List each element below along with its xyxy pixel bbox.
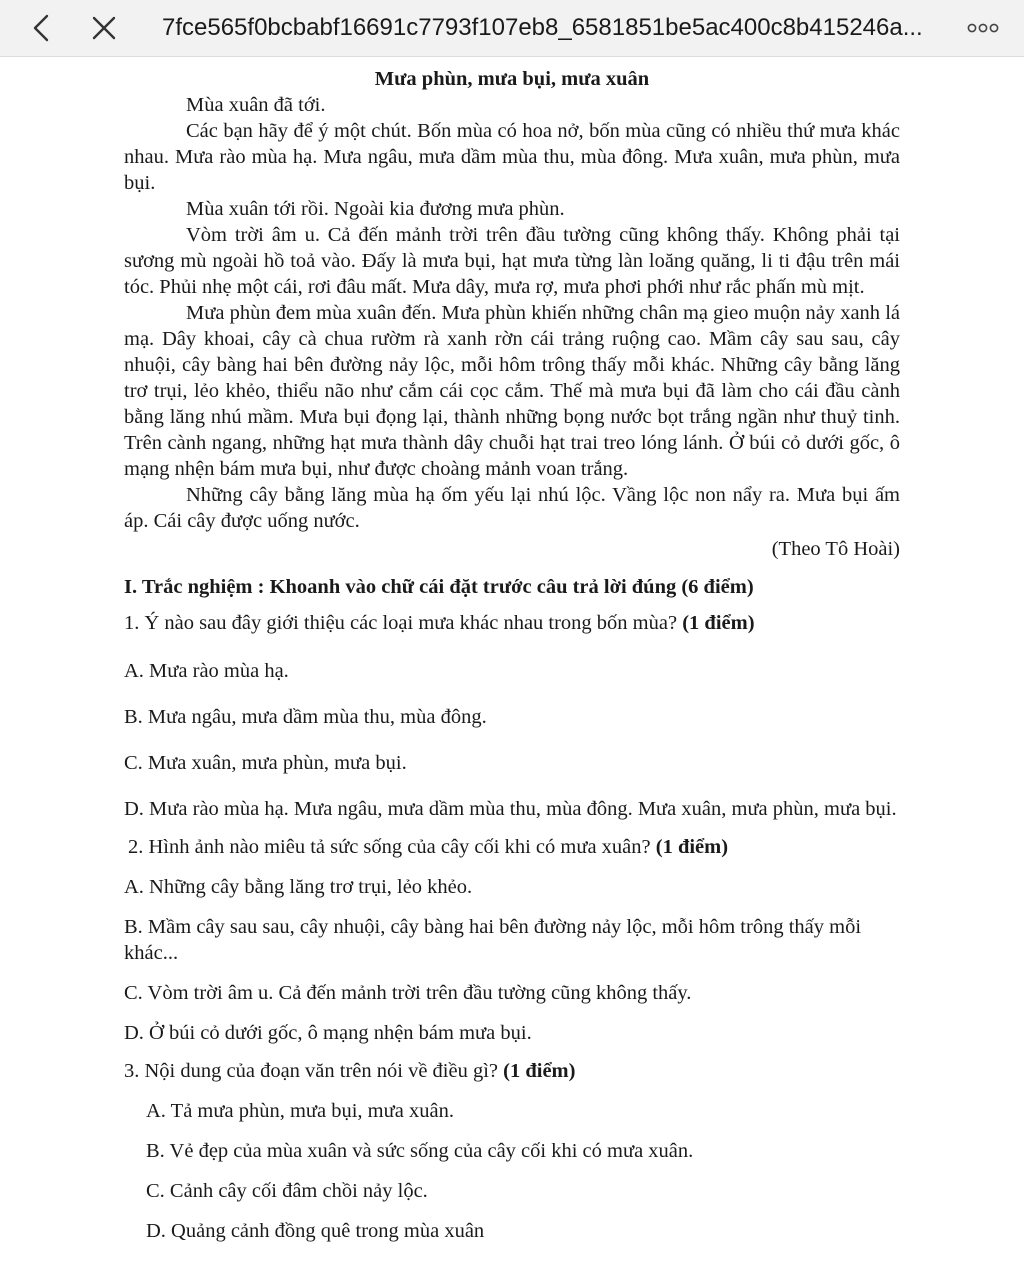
- back-button[interactable]: [22, 0, 62, 56]
- answer-option: B. Mầm cây sau sau, cây nhuội, cây bàng hai bên đường nảy lộc, mỗi hôm trông thấy mỗi khác...: [124, 916, 862, 964]
- answer-option: C. Mưa xuân, mưa phùn, mưa bụi.: [124, 752, 407, 774]
- chevron-left-icon: [31, 13, 53, 43]
- top-bar: [0, 0, 1024, 57]
- question-text: 1. Ý nào sau đây giới thiệu các loại mưa khác nhau trong bốn mùa?: [124, 612, 683, 634]
- question-3: [124, 1058, 900, 1084]
- question-2: [124, 834, 900, 860]
- more-dots-icon: [966, 22, 1000, 34]
- question-text: 3. Nội dung của đoạn văn trên nói về điều gì?: [124, 1060, 504, 1082]
- question-points: (1 điểm): [503, 1060, 576, 1082]
- question-text: 2. Hình ảnh nào miêu tả sức sống của cây cối khi có mưa xuân?: [128, 836, 656, 858]
- answer-option: D. Mưa rào mùa hạ. Mưa ngâu, mưa dầm mùa thu, mùa đông. Mưa xuân, mưa phùn, mưa bụi.: [124, 798, 897, 820]
- question-1: [124, 610, 900, 636]
- section-heading: I. Trắc nghiệm : Khoanh vào chữ cái đặt trước câu trả lời đúng (6 điểm): [124, 576, 754, 598]
- answer-option: B. Vẻ đẹp của mùa xuân và sức sống của cây cối khi có mưa xuân.: [146, 1140, 694, 1162]
- paragraph: Mùa xuân đã tới.: [186, 94, 326, 116]
- answer-option: D. Ở búi cỏ dưới gốc, ô mạng nhện bám mưa bụi.: [124, 1022, 532, 1044]
- answer-option: C. Vòm trời âm u. Cả đến mảnh trời trên đầu tường cũng không thấy.: [124, 982, 692, 1004]
- document-file-name: 7fce565f0bcbabf16691c7793f107eb8_6581851be5ac400c8b415246a...: [162, 14, 923, 41]
- document-title: Mưa phùn, mưa bụi, mưa xuân: [374, 68, 650, 90]
- answer-option: A. Những cây bằng lăng trơ trụi, lẻo khẻo.: [124, 876, 473, 898]
- answer-option: A. Mưa rào mùa hạ.: [124, 660, 289, 682]
- question-points: (1 điểm): [655, 836, 729, 858]
- paragraph: Mưa phùn đem mùa xuân đến. Mưa phùn khiến những chân mạ gieo muộn nảy xanh lá mạ. Dây khoai, cây cà chua rườm rà xanh rờn cái trảng ruộng cao. Mầm cây sau sau, cây nhuội, cây bàng hai bên đường nảy lộc, mỗi hôm trông thấy mỗi khác. Những cây bằng lăng trơ trụi, lẻo khẻo, thiểu não như cắm cái cọc cắm. Thế mà mưa bụi đã làm cho cái đầu cành bằng lăng nhú mầm. Mưa bụi đọng lại, thành những bọng nước bọt trắng ngần như thuỷ tinh. Trên cành ngang, những hạt mưa thành dây chuỗi hạt trai treo lóng lánh. Ở búi cỏ dưới gốc, ô mạng nhện bám mưa bụi, như được choàng mảnh voan trắng.: [124, 302, 900, 480]
- close-icon: [91, 15, 117, 41]
- answer-option: A. Tả mưa phùn, mưa bụi, mưa xuân.: [146, 1100, 454, 1122]
- paragraph: Mùa xuân tới rồi. Ngoài kia đương mưa phùn.: [186, 198, 565, 220]
- paragraph: Những cây bằng lăng mùa hạ ốm yếu lại nhú lộc. Vầng lộc non nẩy ra. Mưa bụi ấm áp. Cái cây được uống nước.: [124, 484, 900, 532]
- answer-option: C. Cảnh cây cối đâm chồi nảy lộc.: [146, 1180, 428, 1202]
- source-attribution: (Theo Tô Hoài): [771, 538, 900, 560]
- answer-option: D. Quảng cảnh đồng quê trong mùa xuân: [146, 1220, 485, 1242]
- document-page[interactable]: [124, 56, 900, 1244]
- close-button[interactable]: [84, 0, 124, 56]
- more-button[interactable]: [958, 0, 1008, 56]
- answer-option: B. Mưa ngâu, mưa dầm mùa thu, mùa đông.: [124, 706, 487, 728]
- paragraph: Các bạn hãy để ý một chút. Bốn mùa có hoa nở, bốn mùa cũng có nhiều thứ mưa khác nhau. Mưa rào mùa hạ. Mưa ngâu, mưa dầm mùa thu, mùa đông. Mưa xuân, mưa phùn, mưa bụi.: [124, 120, 900, 194]
- question-points: (1 điểm): [682, 612, 755, 634]
- paragraph: Vòm trời âm u. Cả đến mảnh trời trên đầu tường cũng không thấy. Không phải tại sương mù ngoài hồ toả vào. Đấy là mưa bụi, hạt mưa từng làn loăng quăng, li ti đậu trên mái tóc. Phủi nhẹ một cái, rơi đâu mất. Mưa dây, mưa rợ, mưa phơi phới như rắc phấn mù mịt.: [124, 224, 900, 298]
